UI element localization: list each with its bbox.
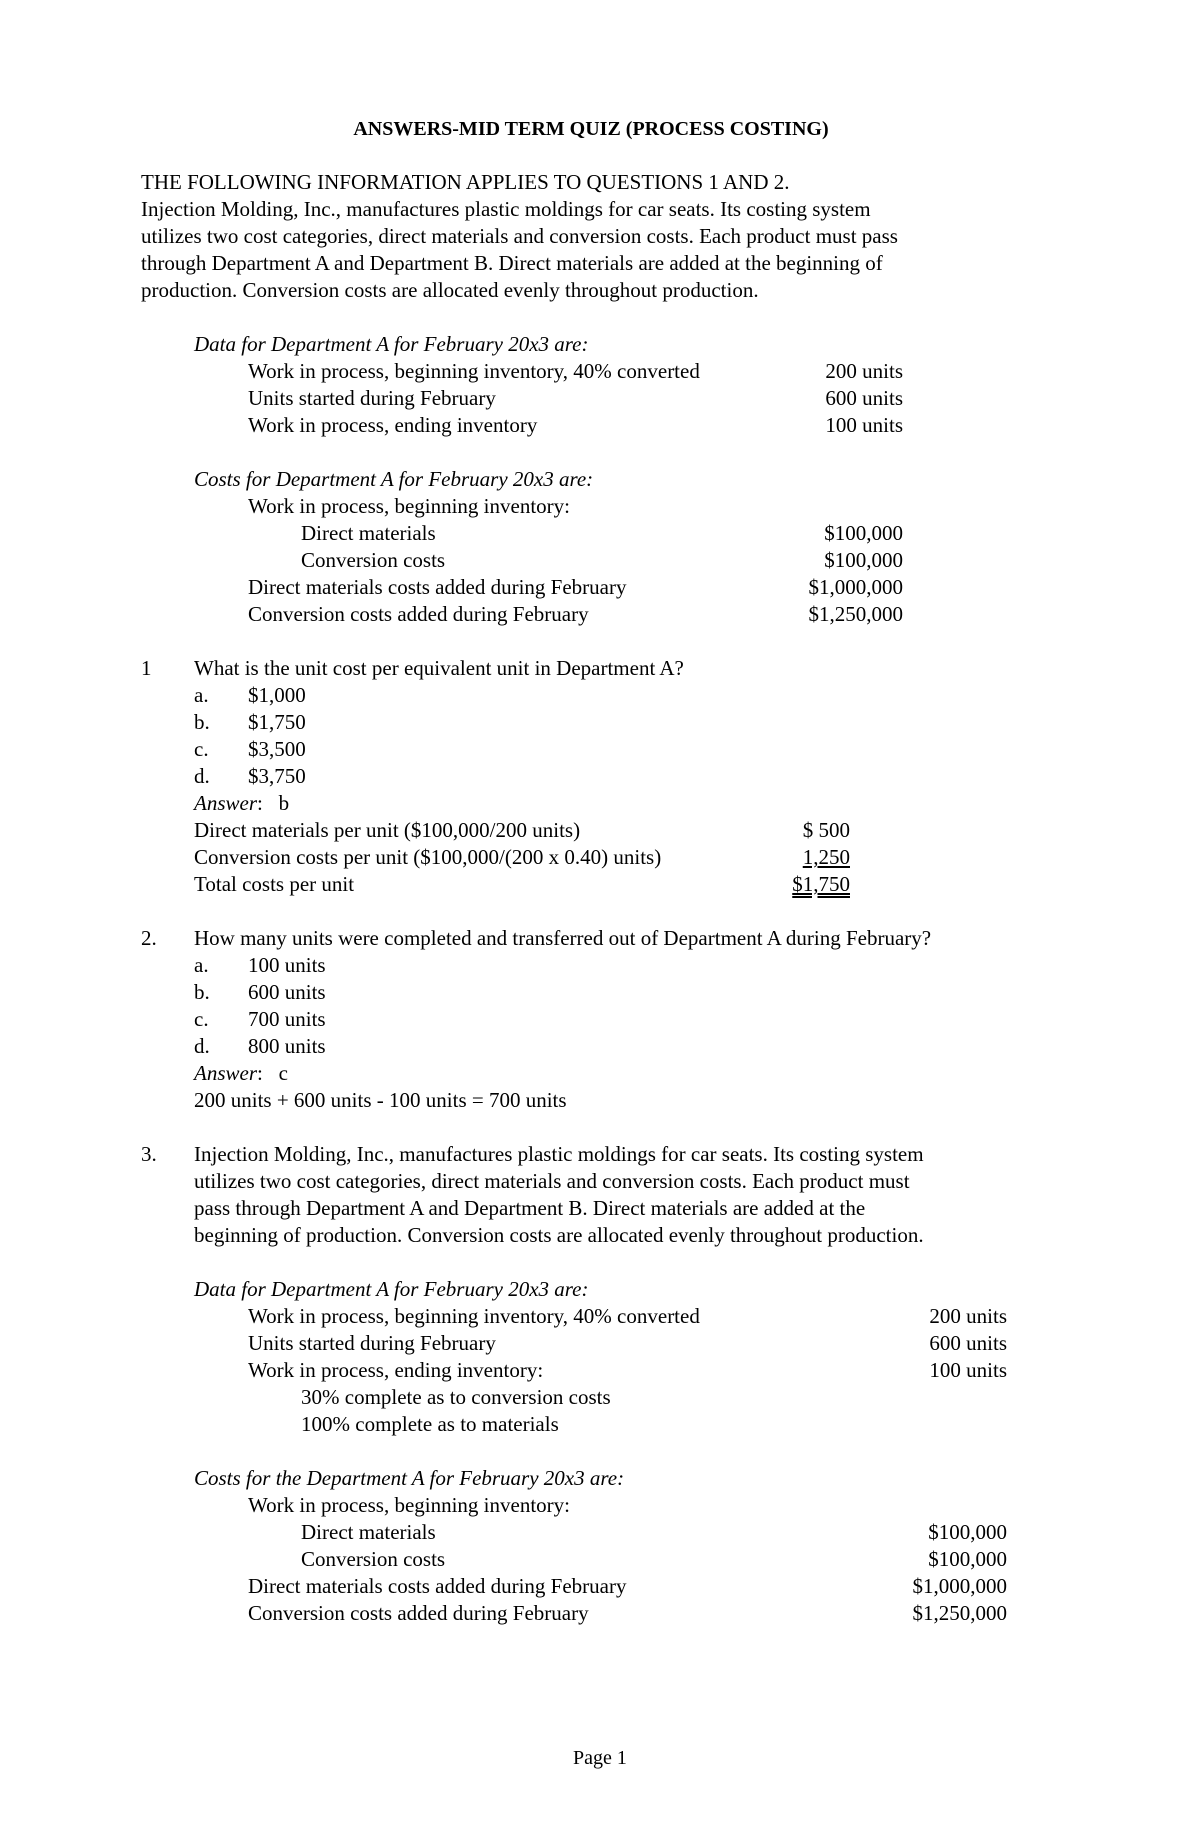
intro-line: utilizes two cost categories, direct materials and conversion costs. Each product must pass [141, 224, 898, 248]
costs-heading: Costs for the Department A for February 20x3 are: [194, 1466, 625, 1490]
option-letter: a. [194, 683, 209, 707]
intro-paragraph [141, 169, 1041, 304]
costs-dept-a [141, 466, 1041, 628]
cost-label: Conversion costs [301, 548, 446, 572]
cost-row [141, 1519, 1041, 1546]
q3-costs [141, 1465, 1041, 1627]
page-title [141, 116, 1041, 143]
q3-data [141, 1276, 1041, 1438]
data-label: Work in process, ending inventory: [248, 1358, 544, 1382]
data-label: Work in process, ending inventory [248, 413, 538, 437]
calc-row [141, 871, 1041, 898]
answer-label: Answer [194, 791, 257, 815]
cost-row [141, 601, 1041, 628]
cost-row [141, 520, 1041, 547]
data-label: Work in process, beginning inventory, 40% converted [248, 359, 700, 383]
question-3 [141, 1141, 1041, 1249]
data-row [141, 412, 1041, 439]
data-value: 200 units [825, 359, 903, 383]
cost-label: Direct materials [301, 521, 436, 545]
cost-value: $100,000 [824, 548, 903, 572]
question-text: How many units were completed and transferred out of Department A during February? [194, 926, 932, 950]
cost-row [141, 574, 1041, 601]
option-letter: b. [194, 710, 210, 734]
cost-row [141, 1546, 1041, 1573]
wip-label: Work in process, beginning inventory: [248, 494, 571, 518]
data-label: Units started during February [248, 386, 496, 410]
data-subrow: 30% complete as to conversion costs [301, 1385, 611, 1409]
option-letter: a. [194, 953, 209, 977]
cost-value: $1,000,000 [912, 1574, 1007, 1598]
intro-line: Injection Molding, Inc., manufactures plastic moldings for car seats. Its costing system [141, 197, 871, 221]
data-row [141, 1303, 1041, 1330]
option-row [141, 1033, 1041, 1060]
wip-label: Work in process, beginning inventory: [248, 1493, 571, 1517]
option-row [141, 682, 1041, 709]
cost-value: $100,000 [824, 521, 903, 545]
calc-value: $ 500 [802, 818, 850, 842]
cost-label: Conversion costs added during February [248, 1601, 589, 1625]
question-number: 2. [141, 926, 157, 950]
title-text: ANSWERS-MID TERM QUIZ (PROCESS COSTING) [353, 118, 829, 140]
option-row [141, 709, 1041, 736]
data-row [141, 1330, 1041, 1357]
data-subrow: 100% complete as to materials [301, 1412, 559, 1436]
option-row [141, 952, 1041, 979]
option-row [141, 979, 1041, 1006]
data-row [141, 385, 1041, 412]
page-content [141, 116, 1041, 1654]
question-text: utilizes two cost categories, direct materials and conversion costs. Each product must [194, 1169, 910, 1193]
calc-value: 1,250 [802, 845, 850, 869]
data-value: 200 units [929, 1304, 1007, 1328]
cost-value: $100,000 [928, 1520, 1007, 1544]
option-text: $1,000 [248, 683, 306, 707]
answer-label: Answer [194, 1061, 257, 1085]
data-value: 100 units [825, 413, 903, 437]
data-value: 100 units [929, 1358, 1007, 1382]
cost-value: $1,250,000 [808, 602, 903, 626]
option-text: 700 units [248, 1007, 326, 1031]
answer-row: Answer: c [194, 1061, 288, 1085]
costs-heading: Costs for Department A for February 20x3 are: [194, 467, 594, 491]
option-text: $1,750 [248, 710, 306, 734]
calc-row [141, 844, 1041, 871]
answer-value: b [278, 791, 290, 815]
option-text: $3,500 [248, 737, 306, 761]
question-text: What is the unit cost per equivalent unit in Department A? [194, 656, 684, 680]
cost-row [141, 547, 1041, 574]
data-row [141, 1357, 1041, 1384]
option-text: 100 units [248, 953, 326, 977]
cost-value: $1,250,000 [912, 1601, 1007, 1625]
calc-row [141, 817, 1041, 844]
option-row [141, 1006, 1041, 1033]
intro-line: production. Conversion costs are allocated evenly throughout production. [141, 278, 759, 302]
data-dept-a [141, 331, 1041, 439]
data-label: Units started during February [248, 1331, 496, 1355]
cost-label: Direct materials [301, 1520, 436, 1544]
option-row [141, 763, 1041, 790]
calc-label: Direct materials per unit ($100,000/200 units) [194, 818, 581, 842]
question-2 [141, 925, 1041, 1114]
calc-total: $1,750 [792, 872, 850, 896]
option-letter: d. [194, 1034, 210, 1058]
cost-label: Conversion costs added during February [248, 602, 589, 626]
calc-row: 200 units + 600 units - 100 units = 700 units [194, 1088, 567, 1112]
option-letter: c. [194, 1007, 209, 1031]
question-text: pass through Department A and Department B. Direct materials are added at the [194, 1196, 866, 1220]
question-text: beginning of production. Conversion costs are allocated evenly throughout production. [194, 1223, 924, 1247]
intro-line: through Department A and Department B. Direct materials are added at the beginning of [141, 251, 883, 275]
question-1 [141, 655, 1041, 898]
question-row [141, 925, 1041, 952]
intro-line: THE FOLLOWING INFORMATION APPLIES TO QUESTIONS 1 AND 2. [141, 170, 790, 194]
option-text: 800 units [248, 1034, 326, 1058]
data-value: 600 units [825, 386, 903, 410]
data-value: 600 units [929, 1331, 1007, 1355]
option-text: 600 units [248, 980, 326, 1004]
option-letter: c. [194, 737, 209, 761]
option-row [141, 736, 1041, 763]
question-number: 1 [141, 656, 152, 680]
answer-value: c [278, 1061, 288, 1085]
cost-label: Direct materials costs added during February [248, 1574, 627, 1598]
data-heading: Data for Department A for February 20x3 are: [194, 332, 589, 356]
question-text: Injection Molding, Inc., manufactures plastic moldings for car seats. Its costing system [194, 1142, 924, 1166]
cost-row [141, 1573, 1041, 1600]
question-number: 3. [141, 1142, 157, 1166]
cost-label: Direct materials costs added during February [248, 575, 627, 599]
option-letter: d. [194, 764, 210, 788]
data-label: Work in process, beginning inventory, 40% converted [248, 1304, 700, 1328]
data-row [141, 358, 1041, 385]
calc-label: Total costs per unit [194, 872, 355, 896]
question-row [141, 655, 1041, 682]
page-number: Page 1 [573, 1747, 627, 1769]
cost-value: $1,000,000 [808, 575, 903, 599]
question-row [141, 1141, 1041, 1168]
cost-row [141, 1600, 1041, 1627]
cost-label: Conversion costs [301, 1547, 446, 1571]
answer-row: Answer: b [194, 791, 290, 815]
data-heading: Data for Department A for February 20x3 are: [194, 1277, 589, 1301]
option-letter: b. [194, 980, 210, 1004]
calc-label: Conversion costs per unit ($100,000/(200 x 0.40) units) [194, 845, 662, 869]
option-text: $3,750 [248, 764, 306, 788]
cost-value: $100,000 [928, 1547, 1007, 1571]
